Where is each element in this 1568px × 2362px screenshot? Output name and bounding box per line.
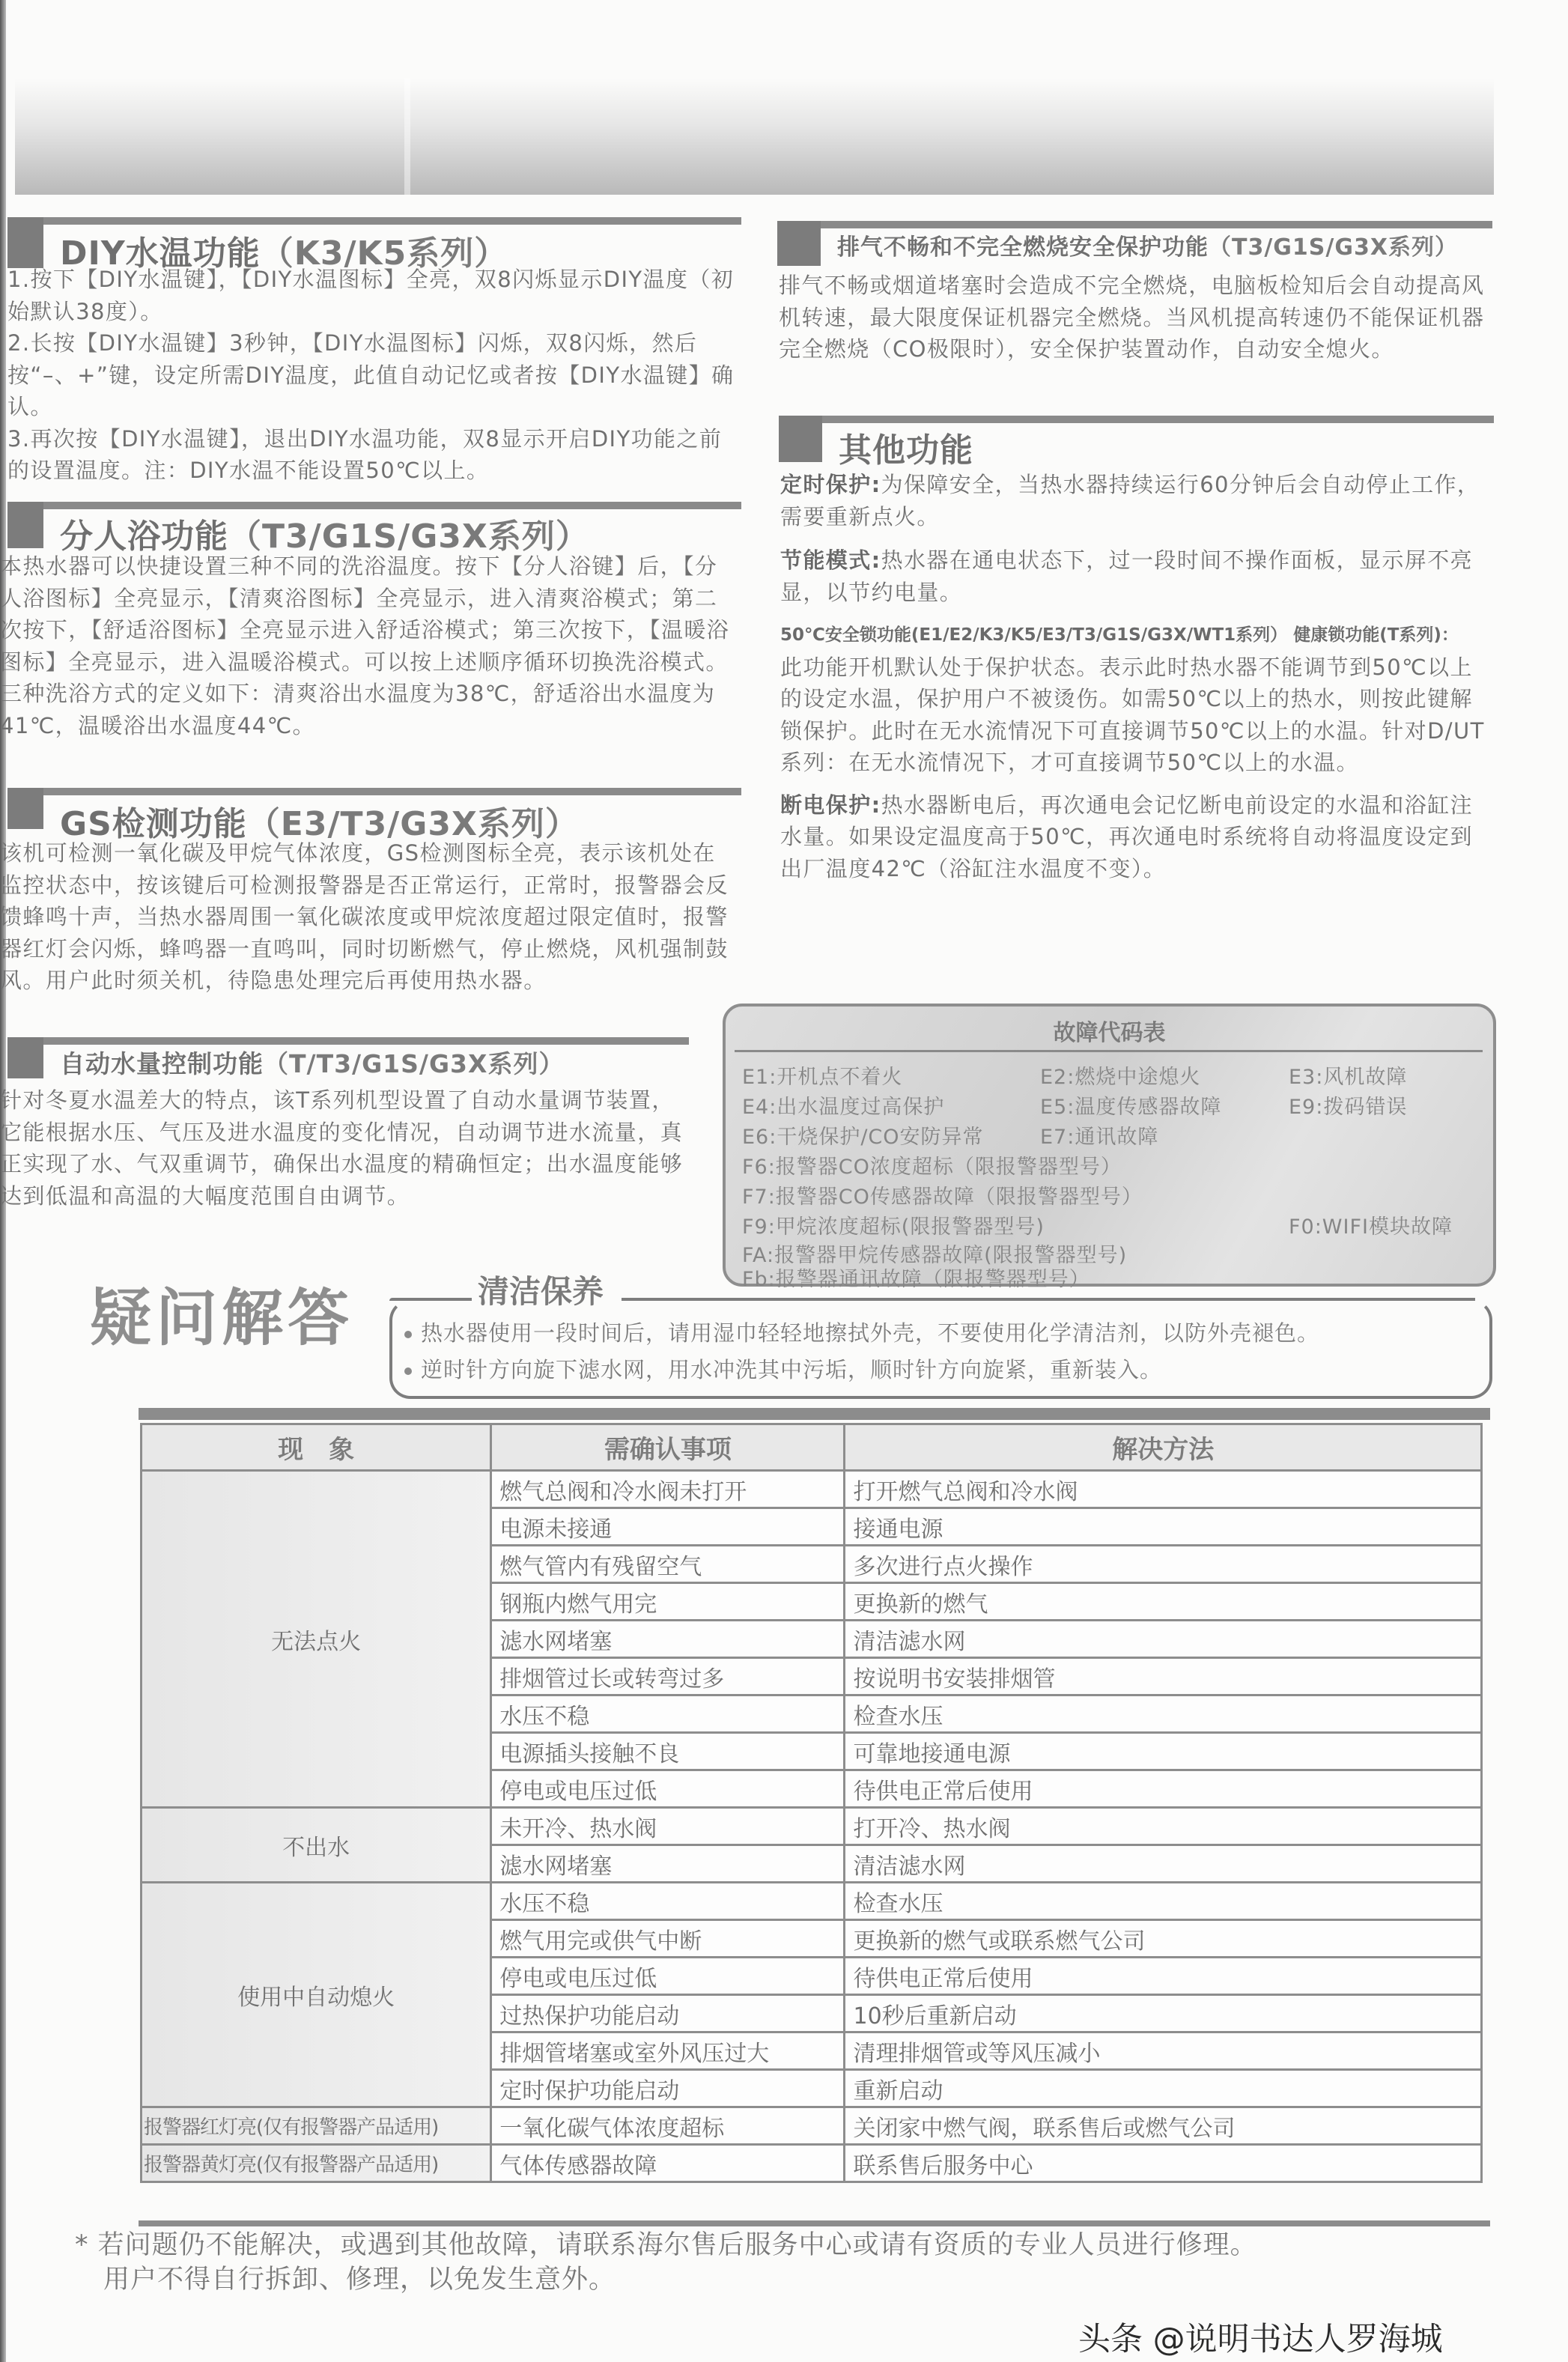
section-title: 其他功能 (839, 431, 973, 470)
check-cell: 排烟管堵塞或室外风压过大 (491, 2032, 845, 2070)
divider (735, 1050, 1483, 1052)
table-row (142, 2107, 1482, 2145)
fault-code-e6: E6:干烧保护/CO安防异常 (742, 1126, 984, 1149)
solution-cell: 可靠地接通电源 (845, 1733, 1482, 1770)
other-item-eco: 节能模式:热水器在通电状态下，过一段时间不操作面板，显示屏不亮显，以节约电量。 (780, 547, 1474, 605)
check-cell: 未开冷、热水阀 (491, 1808, 845, 1845)
solution-cell: 清洁滤水网 (845, 1621, 1482, 1658)
care-box-top-right (622, 1298, 1475, 1301)
check-cell: 滤水网堵塞 (491, 1845, 845, 1883)
other-item-lock-label: 50℃安全锁功能(E1/E2/K3/K5/E3/T3/G1S/G3X/WT1系列） 健康锁功能(T系列)： (780, 625, 1459, 645)
header-phenomenon: 现 象 (142, 1424, 491, 1471)
header-gray-band (15, 79, 1494, 195)
troubleshooting-table (140, 1423, 1483, 2183)
phenomenon-cell: 使用中自动熄火 (142, 1883, 491, 2107)
fault-code-fb: Fb:报警器通讯故障（限报警器型号） (742, 1268, 1090, 1291)
paragraph: 针对冬夏水温差大的特点，该T系列机型设置了自动水量调节装置，它能根据水压、气压及进水温度的变化情况，自动调节进水流量，真正实现了水、气双重调节，确保出水温度的精确恒定；出水温度能够达到低温和高温的大幅度范围自由调节。 (0, 1087, 684, 1209)
solution-cell: 清理排烟管或等风压减小 (845, 2032, 1482, 2070)
table-row (142, 1883, 1482, 1920)
other-item-timer: 定时保护:为保障安全，当热水器持续运行60分钟后会自动停止工作，需要重新点火。 (780, 472, 1480, 529)
paragraph: 3.再次按【DIY水温键】，退出DIY水温功能，双8显示开启DIY功能之前的设置温度。注：DIY水温不能设置50℃以上。 (7, 425, 723, 483)
fault-code-e4: E4:出水温度过高保护 (742, 1096, 945, 1119)
check-cell: 定时保护功能启动 (491, 2070, 845, 2107)
table-row (142, 1808, 1482, 1845)
care-title: 清洁保养 (472, 1267, 610, 1312)
check-cell: 电源插头接触不良 (491, 1733, 845, 1770)
fault-code-e2: E2:燃烧中途熄火 (1040, 1066, 1201, 1089)
check-cell: 燃气管内有残留空气 (491, 1546, 845, 1583)
section-bath-header (7, 502, 741, 556)
section-series: （T/T3/G1S/G3X系列） (264, 1049, 565, 1078)
section-bath-body (0, 550, 738, 741)
phenomenon-cell: 不出水 (142, 1808, 491, 1883)
solution-cell: 联系售后服务中心 (845, 2145, 1482, 2182)
section-series: （T3/G1S/G3X系列） (1209, 234, 1458, 261)
section-other-body (780, 469, 1495, 884)
check-cell: 电源未接通 (491, 1508, 845, 1546)
footnote-line: * 若问题仍不能解决，或遇到其他故障，请联系海尔售后服务中心或请有资质的专业人员进行修理。 (75, 2230, 1257, 2260)
solution-cell: 清洁滤水网 (845, 1845, 1482, 1883)
section-diy-header (7, 217, 741, 273)
paragraph: 2.长按【DIY水温键】3秒钟，【DIY水温图标】闪烁，双8闪烁，然后按“–、+”键，设定所需DIY温度，此值自动记忆或者按【DIY水温键】确认。 (7, 330, 735, 419)
care-bullets (404, 1317, 1319, 1384)
section-other-header (779, 416, 1494, 470)
solution-cell: 更换新的燃气 (845, 1583, 1482, 1621)
section-gs-body (0, 837, 738, 997)
header-solution: 解决方法 (845, 1424, 1482, 1471)
section-title: GS检测功能 (60, 805, 247, 843)
fault-code-title: 故障代码表 (1053, 1020, 1166, 1046)
solution-cell: 接通电源 (845, 1508, 1482, 1546)
table-bottom-band (139, 2220, 1490, 2226)
fault-code-f9: F9:甲烷浓度超标(限报警器型号) (742, 1215, 1045, 1239)
header-check: 需确认事项 (491, 1424, 845, 1471)
fault-code-table (723, 1004, 1496, 1291)
fault-code-e3: E3:风机故障 (1289, 1066, 1408, 1089)
table-row (142, 1471, 1482, 1508)
check-cell: 停电或电压过低 (491, 1958, 845, 1995)
phenomenon-cell: 报警器红灯亮(仅有报警器产品适用) (142, 2107, 491, 2145)
check-cell: 钢瓶内燃气用完 (491, 1583, 845, 1621)
phenomenon-cell: 报警器黄灯亮(仅有报警器产品适用) (142, 2145, 491, 2182)
fault-code-f0: F0:WIFI模块故障 (1289, 1215, 1453, 1239)
section-auto-water-header (7, 1037, 689, 1078)
phenomenon-cell: 无法点火 (142, 1471, 491, 1808)
section-series: （K3/K5系列） (260, 234, 508, 273)
solution-cell: 关闭家中燃气阀，联系售后或燃气公司 (845, 2107, 1482, 2145)
table-header-row (142, 1424, 1482, 1471)
solution-cell: 检查水压 (845, 1695, 1482, 1733)
check-cell: 气体传感器故障 (491, 2145, 845, 2182)
footnote (75, 2228, 1257, 2297)
check-cell: 停电或电压过低 (491, 1770, 845, 1808)
section-title: 排气不畅和不完全燃烧安全保护功能 (837, 234, 1209, 261)
section-gs-header (7, 788, 741, 843)
care-box-top-left (389, 1298, 472, 1301)
section-title: DIY水温功能 (60, 234, 261, 273)
check-cell: 燃气用完或供气中断 (491, 1920, 845, 1958)
other-item-power: 断电保护:热水器断电后，再次通电会记忆断电前设定的水温和浴缸注水量。如果设定温度高于50℃，再次通电时系统将自动将温度设定到出厂温度42℃（浴缸注水温度不变）。 (780, 792, 1474, 881)
care-bullet: 热水器使用一段时间后，请用湿巾轻轻地擦拭外壳，不要使用化学清洁剂，以防外壳褪色。 (404, 1317, 1319, 1347)
qa-title: 疑问解答 (90, 1283, 354, 1354)
check-cell: 滤水网堵塞 (491, 1621, 845, 1658)
fault-code-e5: E5:温度传感器故障 (1040, 1096, 1222, 1119)
solution-cell: 更换新的燃气或联系燃气公司 (845, 1920, 1482, 1958)
section-title: 分人浴功能 (60, 517, 228, 556)
check-cell: 过热保护功能启动 (491, 1995, 845, 2032)
paragraph: 该机可检测一氧化碳及甲烷气体浓度，GS检测图标全亮，表示该机处在监控状态中，按该键后可检测报警器是否正常运行，正常时，报警器会反馈蜂鸣十声，当热水器周围一氧化碳浓度或甲烷浓度超过限定值时，报警器红灯会闪烁，蜂鸣器一直鸣叫，同时切断燃气，停止燃烧，风机强制鼓风。用户此时须关机，待隐患处理完后再使用热水器。 (0, 840, 729, 993)
paragraph: 本热水器可以快捷设置三种不同的洗浴温度。按下【分人浴键】后，【分人浴图标】全亮显示，【清爽浴图标】全亮显示，进入清爽浴模式；第二次按下，【舒适浴图标】全亮显示进入舒适浴模式；第三次按下，【温暖浴图标】全亮显示，进入温暖浴模式。可以按上述顺序循环切换洗浴模式。三种洗浴方式的定义如下：清爽浴出水温度为38℃，舒适浴出水温度为41℃，温暖浴出水温度44℃。 (0, 553, 730, 738)
section-series: （E3/T3/G3X系列） (246, 805, 579, 843)
fault-code-e1: E1:开机点不着火 (742, 1066, 903, 1089)
section-auto-water-body (0, 1084, 689, 1212)
fault-code-fa: FA:报警器甲烷传感器故障(限报警器型号) (742, 1244, 1128, 1267)
solution-cell: 打开燃气总阀和冷水阀 (845, 1471, 1482, 1508)
bullet-icon (404, 1367, 412, 1375)
solution-cell: 多次进行点火操作 (845, 1546, 1482, 1583)
fault-code-e7: E7:通讯故障 (1040, 1126, 1159, 1149)
watermark: 头条 @说明书达人罗海城 (1078, 2321, 1443, 2358)
check-cell: 排烟管过长或转弯过多 (491, 1658, 845, 1695)
solution-cell: 待供电正常后使用 (845, 1770, 1482, 1808)
section-exhaust-header (777, 221, 1492, 261)
paragraph: 排气不畅或烟道堵塞时会造成不完全燃烧，电脑板检知后会自动提高风机转速，最大限度保证机器完全燃烧。当风机提高转速仍不能保证机器完全燃烧（CO极限时），安全保护装置动作，自动安全熄火。 (779, 273, 1485, 362)
section-diy-body (7, 264, 738, 487)
check-cell: 水压不稳 (491, 1883, 845, 1920)
care-bullet: 逆时针方向旋下滤水网，用水冲洗其中污垢，顺时针方向旋紧，重新装入。 (404, 1353, 1319, 1384)
check-cell: 一氧化碳气体浓度超标 (491, 2107, 845, 2145)
section-series: （T3/G1S/G3X系列） (228, 517, 589, 556)
section-exhaust-body (779, 270, 1498, 365)
solution-cell: 按说明书安装排烟管 (845, 1658, 1482, 1695)
other-item-lock-text: 此功能开机默认处于保护状态。表示此时热水器不能调节到50℃以上的设定水温，保护用户不被烫伤。如需50℃以上的热水，则按此键解锁保护。此时在无水流情况下可直接调节50℃以上的水温。针对D/UT系列：在无水流情况下，才可直接调节50℃以上的水温。 (780, 654, 1485, 775)
paragraph: 1.按下【DIY水温键】，【DIY水温图标】全亮，双8闪烁显示DIY温度（初始默认38度）。 (7, 267, 735, 324)
check-cell: 水压不稳 (491, 1695, 845, 1733)
fault-code-f7: F7:报警器CO传感器故障（限报警器型号） (742, 1185, 1143, 1209)
solution-cell: 检查水压 (845, 1883, 1482, 1920)
fault-code-e9: E9:拨码错误 (1289, 1096, 1408, 1119)
table-top-band (139, 1408, 1490, 1420)
solution-cell: 待供电正常后使用 (845, 1958, 1482, 1995)
solution-cell: 10秒后重新启动 (845, 1995, 1482, 2032)
solution-cell: 打开冷、热水阀 (845, 1808, 1482, 1845)
fault-code-f6: F6:报警器CO浓度超标（限报警器型号） (742, 1156, 1122, 1179)
check-cell: 燃气总阀和冷水阀未打开 (491, 1471, 845, 1508)
bullet-icon (404, 1331, 412, 1338)
solution-cell: 重新启动 (845, 2070, 1482, 2107)
table-row (142, 2145, 1482, 2182)
section-title: 自动水量控制功能 (60, 1049, 264, 1078)
footnote-line: 用户不得自行拆卸、修理，以免发生意外。 (103, 2265, 616, 2295)
